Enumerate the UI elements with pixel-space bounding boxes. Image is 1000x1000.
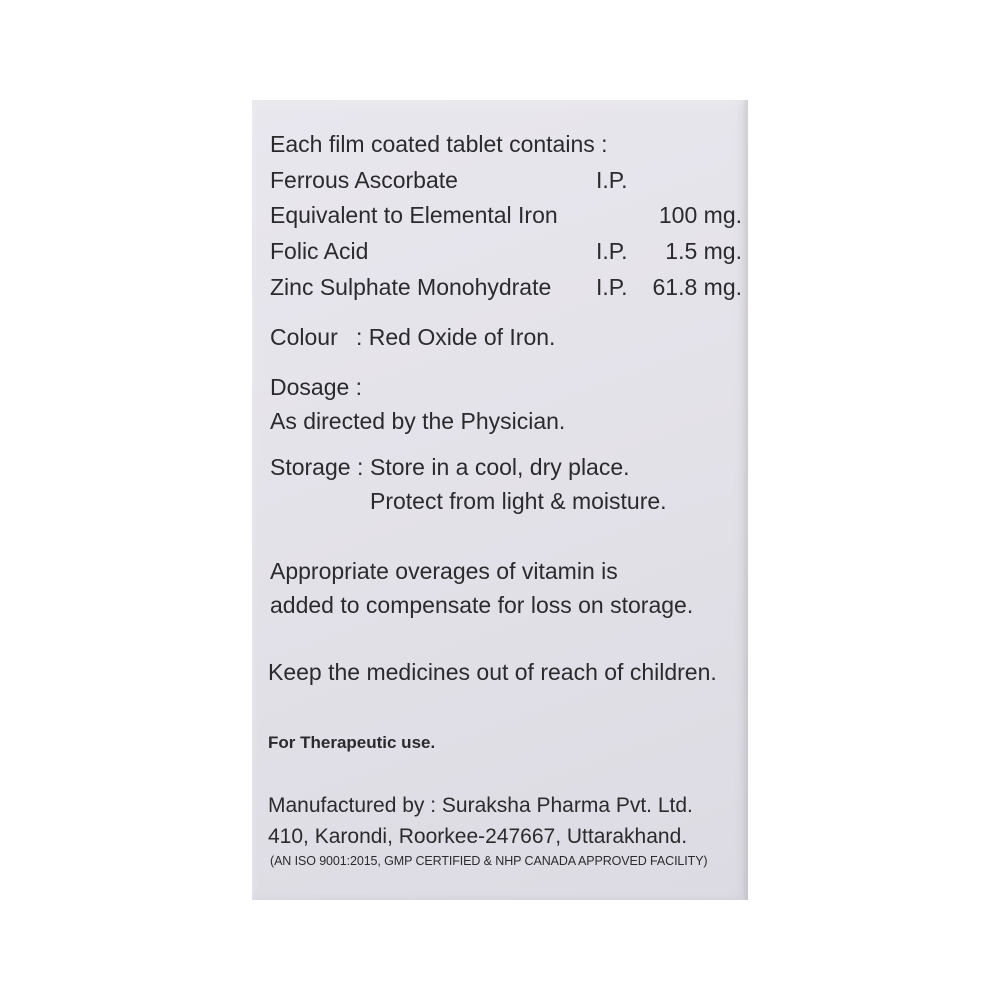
- ingredient-std-zinc-sulphate: I.P.: [596, 274, 628, 300]
- composition-heading: Each film coated tablet contains :: [270, 131, 608, 157]
- storage-line-1: Store in a cool, dry place.: [370, 454, 630, 480]
- manufacturer-line-1: Manufactured by : Suraksha Pharma Pvt. Ltd.: [268, 794, 693, 817]
- ingredient-amount-elemental-iron: 100 mg.: [658, 202, 742, 228]
- medicine-carton-panel: [252, 100, 748, 900]
- overages-line-1: Appropriate overages of vitamin is: [270, 558, 618, 584]
- colour-label: Colour: [270, 324, 338, 350]
- ingredient-name-zinc-sulphate: Zinc Sulphate Monohydrate: [270, 274, 552, 300]
- therapeutic-use-note: For Therapeutic use.: [268, 733, 436, 752]
- storage-label: Storage :: [270, 454, 364, 480]
- storage-line-2: Protect from light & moisture.: [370, 488, 667, 514]
- ingredient-name-elemental-iron: Equivalent to Elemental Iron: [270, 202, 558, 228]
- ingredient-std-ferrous-ascorbate: I.P.: [596, 167, 628, 193]
- colour-value: : Red Oxide of Iron.: [356, 324, 556, 350]
- ingredient-std-folic-acid: I.P.: [596, 238, 628, 264]
- manufacturer-address: 410, Karondi, Roorkee-247667, Uttarakhand.: [268, 825, 688, 848]
- children-warning: Keep the medicines out of reach of children.: [268, 659, 717, 685]
- manufacturer-certification: (AN ISO 9001:2015, GMP CERTIFIED & NHP CANADA APPROVED FACILITY): [270, 854, 708, 868]
- ingredient-amount-folic-acid: 1.5 mg.: [665, 238, 742, 264]
- ingredient-name-folic-acid: Folic Acid: [270, 238, 369, 264]
- dosage-value: As directed by the Physician.: [270, 408, 566, 434]
- overages-line-2: added to compensate for loss on storage.: [270, 592, 694, 618]
- dosage-label: Dosage :: [270, 374, 363, 400]
- ingredient-amount-zinc-sulphate: 61.8 mg.: [652, 274, 742, 300]
- ingredient-name-ferrous-ascorbate: Ferrous Ascorbate: [270, 167, 458, 193]
